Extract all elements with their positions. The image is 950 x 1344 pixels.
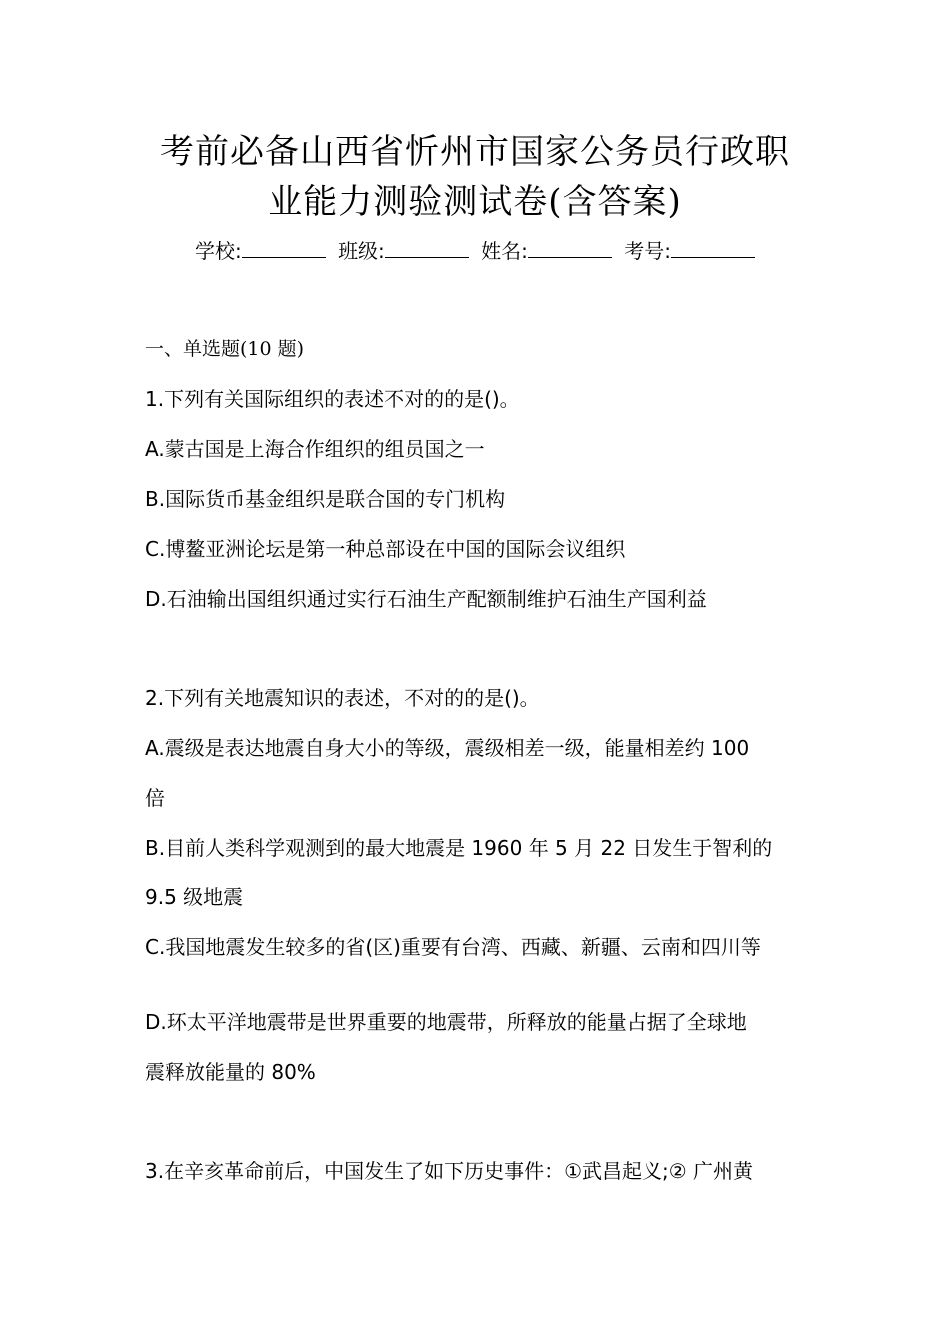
question-2-option-a-cont: 倍 [145, 786, 165, 810]
question-2-option-b: B.目前人类科学观测到的最大地震是 1960 年 5 月 22 日发生于智利的 [145, 836, 773, 860]
school-label: 学校: [194, 239, 242, 263]
question-1-option-d: D.石油输出国组织通过实行石油生产配额制维护石油生产国利益 [145, 587, 707, 611]
name-field [481, 239, 612, 263]
number-blank [671, 239, 755, 258]
school-field [195, 239, 326, 263]
question-2-option-c: C.我国地震发生较多的省(区)重要有台湾、西藏、新疆、云南和四川等 [145, 935, 761, 959]
student-info-row [0, 236, 950, 266]
class-blank [385, 239, 469, 258]
question-2-stem: 2.下列有关地震知识的表述，不对的的是()。 [145, 686, 540, 710]
question-1-option-c: C.博鳌亚洲论坛是第一种总部设在中国的国际会议组织 [145, 537, 626, 561]
name-label: 姓名: [481, 239, 528, 263]
question-1-option-b: B.国际货币基金组织是联合国的专门机构 [145, 487, 506, 511]
question-1-option-a: A.蒙古国是上海合作组织的组员国之一 [145, 437, 485, 461]
question-2-option-d: D.环太平洋地震带是世界重要的地震带，所释放的能量占据了全球地 [145, 1010, 747, 1034]
name-blank [528, 239, 612, 258]
class-field [338, 239, 469, 263]
question-2-option-b-cont: 9.5 级地震 [145, 885, 244, 909]
section-heading: 一、单选题(10 题) [145, 338, 305, 360]
document-title-line-1: 考前必备山西省忻州市国家公务员行政职 [160, 132, 790, 172]
number-label: 考号: [624, 239, 672, 263]
number-field [624, 239, 755, 263]
question-2-option-a: A.震级是表达地震自身大小的等级，震级相差一级，能量相差约 100 [145, 736, 750, 760]
document-title-line-2: 业能力测验测试卷(含答案) [268, 182, 682, 222]
question-3-stem: 3.在辛亥革命前后，中国发生了如下历史事件：①武昌起义;② 广州黄 [145, 1159, 754, 1183]
question-1-stem: 1.下列有关国际组织的表述不对的的是()。 [145, 387, 520, 411]
question-2-option-d-cont: 震释放能量的 80% [145, 1060, 316, 1084]
school-blank [242, 239, 326, 258]
class-label: 班级: [338, 239, 385, 263]
